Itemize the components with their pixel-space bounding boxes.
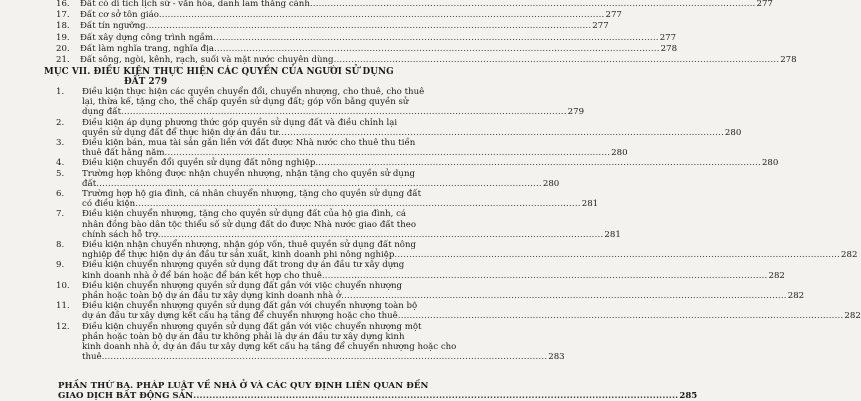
entry-title: GIAO DỊCH BẤT ĐỘNG SẢN [58,391,194,401]
entry-title: Đất cơ sở tôn giáo [80,10,159,21]
entry-title: phần hoặc toàn bộ dự án đầu tư xây dựng kinh doanh nhà ở [82,291,342,301]
entry-title: Điều kiện chuyển nhượng quyền sử dụng đất gắn với việc chuyển nhượng một [82,321,422,332]
entry-title-continued: nhân đồng bào dân tộc thiểu số sử dụng đất do được Nhà nước giao đất theo [82,219,417,230]
entry-title-continued: kinh doanh nhà ở, dự án đầu tư xây dựng kết cấu hạ tầng để chuyển nhượng hoặc cho [82,342,457,352]
entry-page: 280 [542,178,560,189]
dot-leader [135,199,581,209]
dot-leader [334,55,780,65]
entry-page: 282 [787,291,805,301]
entry-page: 277 [659,32,677,43]
entry-title: Điều kiện nhận chuyển nhượng, nhận góp vốn, thuê quyền sử dụng đất nông [82,240,417,250]
dot-leader [398,311,844,321]
entry-title: nghiệp để thực hiện dự án đầu tư sản xuất, kinh doanh phi nông nghiệp [82,250,395,261]
entry-title: Đất có di tích lịch sử - văn hóa, danh lam thắng cảnh [80,0,310,9]
chapter-heading: MỤC VII. ĐIỀU KIỆN THỰC HIỆN CÁC QUYỀN CỦA NGƯỜI SỬ DỤNG [44,67,394,77]
entry-number: 2. [56,117,65,128]
entry-number: 19. [56,32,70,43]
toc-entry-first-line [56,138,415,148]
entry-page: 280 [724,127,742,138]
entry-page: 280 [761,158,779,169]
entry-title: có điều kiện [82,199,136,210]
entry-title: đất [82,178,97,189]
dot-leader [96,179,542,189]
dot-leader [341,291,787,301]
toc-entry-last-line [82,178,560,189]
entry-page: 282 [844,311,861,322]
entry-number: 17. [56,10,70,21]
entry-title: Điều kiện chuyển nhượng quyền sử dụng đất gắn với chuyển nhượng toàn bộ [82,301,418,312]
entry-number: 3. [56,138,65,148]
entry-title: dự án đầu tư xây dựng kết cấu hạ tầng để chuyển nhượng hoặc cho thuê [82,311,398,322]
entry-title: quyền sử dụng đất để thực hiện dự án đầu tư [82,127,279,138]
entry-page: 277 [592,21,609,32]
entry-title: Đất sông, ngòi, kênh, rạch, suối và mặt nước chuyên dùng [80,55,334,65]
toc-entry-last-line [82,291,805,301]
entry-title: thuê đất hằng năm [82,148,165,159]
toc-entry-last-line [82,250,858,261]
dot-leader [193,391,678,401]
entry-number: 20. [56,43,70,54]
toc-entry [56,158,779,169]
entry-page: 283 [548,352,565,363]
toc-entry-last-line [82,270,785,281]
dot-leader [213,33,659,43]
entry-number: 9. [56,260,65,271]
toc-entry-first-line [56,169,415,179]
toc-entry-first-line [56,281,402,291]
toc-entry [56,0,773,9]
toc-entry [56,21,609,32]
entry-number: 21. [56,55,70,65]
toc-entry-first-line [56,209,406,219]
toc-entry-last-line [82,199,599,210]
chapter-heading-continued: ĐẤT 279 [124,77,168,87]
entry-title: thuê [82,352,102,363]
toc-entry-first-line [56,189,421,199]
toc-entry-first-line [56,118,397,128]
toc-entry [56,43,678,54]
toc-entry-last-line [82,352,565,363]
entry-number: 7. [56,209,65,220]
dot-leader [214,44,660,54]
dot-leader [310,0,756,9]
entry-title-continued: lại, thừa kế, tặng cho, thế chấp quyền sử dụng đất; góp vốn bằng quyền sử [82,97,409,108]
entry-number: 12. [56,321,70,332]
entry-title: Điều kiện chuyển đổi quyền sử dụng đất nông nghiệp [82,158,316,169]
entry-page: 277 [605,10,622,21]
toc-entry-first-line [56,240,416,250]
toc-entry-last-line [82,107,585,118]
dot-leader [165,148,611,158]
dot-leader [121,107,567,117]
toc-entry-last-line [82,148,628,159]
entry-title: kinh doanh nhà ở để bán hoặc để bán kết hợp cho thuê [82,270,322,281]
toc-entry-first-line [56,301,417,311]
entry-number: 4. [56,158,65,169]
entry-number: 6. [56,189,65,199]
entry-page: 285 [679,391,698,401]
entry-page: 279 [567,107,585,118]
entry-page: 278 [660,43,678,54]
entry-title: Đất tín ngưỡng [80,21,146,32]
entry-title: Trường hợp hộ gia đình, cá nhân chuyển nhượng, tặng cho quyền sử dụng đất [82,189,422,199]
entry-number: 10. [56,280,70,291]
entry-title: Điều kiện áp dụng phương thức góp quyền sử dụng đất và điều chỉnh lại [82,117,398,128]
dot-leader [394,250,840,260]
entry-number: 16. [56,0,70,9]
dot-leader [322,271,768,281]
entry-page: 281 [604,229,621,240]
toc-entry-first-line [56,260,404,270]
entry-page: 277 [756,0,773,9]
entry-page: 280 [611,148,628,159]
toc-entry [56,32,677,43]
entry-title: Đất xây dựng công trình ngầm [80,32,214,43]
toc-entry-last-line [82,311,861,322]
toc-entry [56,55,797,65]
dot-leader [146,21,592,31]
toc-entry-first-line [56,87,424,97]
entry-page: 282 [768,270,785,281]
entry-page: 278 [780,55,797,65]
entry-title: Điều kiện chuyển nhượng quyền sử dụng đất trong dự án đầu tư xây dựng [82,260,405,271]
dot-leader [158,230,604,240]
toc-entry-last-line [82,229,621,240]
part-heading: PHẦN THỨ BA. PHÁP LUẬT VỀ NHÀ Ở VÀ CÁC QUY ĐỊNH LIÊN QUAN ĐẾN [58,381,429,391]
entry-title: Đất làm nghĩa trang, nghĩa địa [80,43,215,54]
entry-number: 5. [56,168,65,179]
toc-entry [56,10,622,21]
toc-entry-first-line [56,322,422,332]
dot-leader [102,352,548,362]
dot-leader [315,158,761,168]
entry-title: Điều kiện bán, mua tài sản gắn liền với đất được Nhà nước cho thuê thu tiền [82,138,416,148]
entry-page: 282 [841,250,858,261]
dot-leader [159,10,605,20]
part-heading-line2 [58,391,698,401]
entry-number: 18. [56,21,70,32]
entry-title: dụng đất [82,107,122,118]
entry-title: chính sách hỗ trợ [82,229,158,240]
toc-entry-last-line [82,127,742,138]
entry-number: 8. [56,240,65,250]
entry-number: 11. [56,301,70,312]
entry-title: Điều kiện thực hiện các quyền chuyển đổi, chuyển nhượng, cho thuê, cho thuê [82,87,425,97]
entry-number: 1. [56,87,65,97]
entry-title: Điều kiện chuyển nhượng quyền sử dụng đất gắn với việc chuyển nhượng [82,280,402,291]
entry-title: Trường hợp không được nhận chuyển nhượng, nhận tặng cho quyền sử dụng [82,168,415,179]
dot-leader [278,128,724,138]
entry-title: Điều kiện chuyển nhượng, tặng cho quyền sử dụng đất của hộ gia đình, cá [82,209,407,220]
entry-page: 281 [581,199,599,210]
entry-title-continued: phần hoặc toàn bộ dự án đầu tư không phải là dự án đầu tư xây dựng kinh [82,331,405,342]
